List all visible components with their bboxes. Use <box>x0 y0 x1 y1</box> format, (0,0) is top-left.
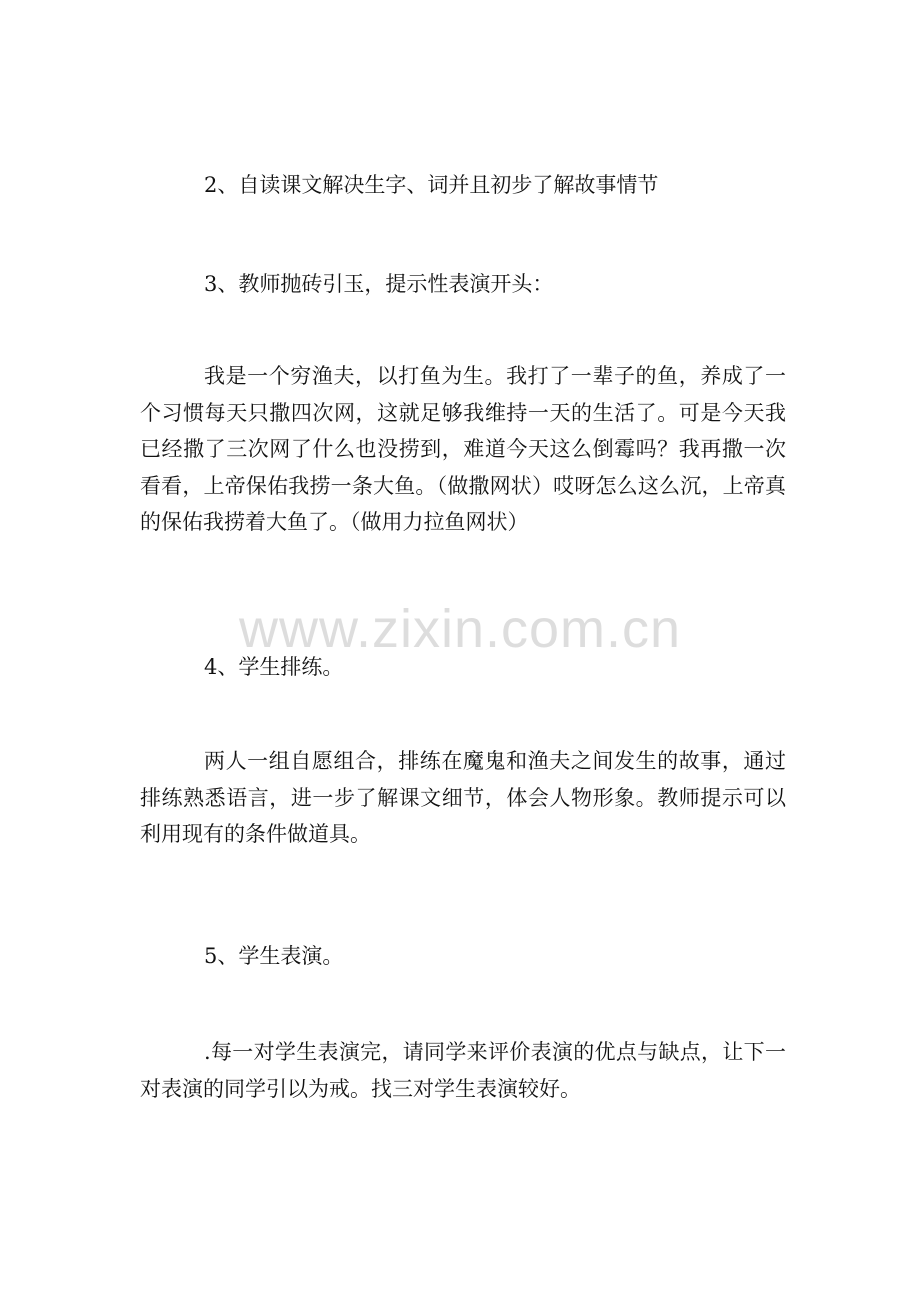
paragraph-step-4: 4、学生排练。 <box>204 655 344 679</box>
paragraph-step-3: 3、教师抛砖引玉，提示性表演开头： <box>204 272 554 296</box>
paragraph-step-5: 5、学生表演。 <box>204 944 344 968</box>
watermark: www.zixin.com.cn <box>238 599 682 659</box>
paragraph-fisherman-monologue: 我是一个穷渔夫，以打鱼为生。我打了一辈子的鱼，养成了一个习惯每天只撒四次网，这就足够我维持一天的生活了。可是今天我已经撒了三次网了什么也没捞到，难道今天这么倒霉吗？我再撒一次看看，上帝保佑我捞一条大鱼。（做撒网状）哎呀怎么这么沉，上帝真的保佑我捞着大鱼了。（做用力拉鱼网状） <box>140 364 786 534</box>
paragraph-step-2: 2、自读课文解决生字、词并且初步了解故事情节 <box>204 173 659 197</box>
paragraph-evaluation: .每一对学生表演完，请同学来评价表演的优点与缺点，让下一对表演的同学引以为戒。找三对学生表演较好。 <box>140 1040 786 1101</box>
paragraph-rehearsal-instructions: 两人一组自愿组合，排练在魔鬼和渔夫之间发生的故事，通过排练熟悉语言，进一步了解课文细节，体会人物形象。教师提示可以利用现有的条件做道具。 <box>140 749 786 846</box>
